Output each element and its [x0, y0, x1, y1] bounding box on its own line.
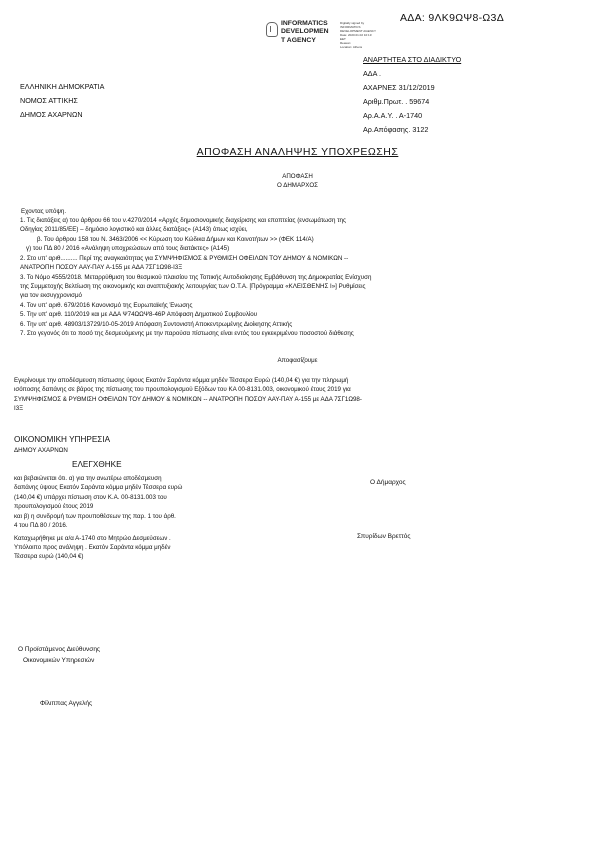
consideration-line: 7. Στο γεγονός ότι το ποσό της δεσμευόμενης με την παρούσα πίστωσης είναι εντός του εγκεκριμένου ποσοστού διάθεσης — [20, 330, 354, 338]
subtitle-mayor: Ο ΔΗΜΑΡΧΟΣ — [277, 182, 318, 190]
consideration-line: 4. Τον υπ' αριθ. 679/2016 Κανονισμό της Ευρωπαϊκής Ένωσης — [20, 301, 193, 309]
finance-line: Τέσσερα ευρώ (140,04 €) — [14, 553, 84, 561]
finance-head-role-line: Ο Προϊστάμενος Διεύθυνσης — [18, 646, 101, 653]
checked-label: ΕΛΕΓΧΘΗΚΕ — [72, 460, 122, 469]
finance-line: Υπόλοιπο προς ανάληψη . Εκατόν Σαράντα κόμμα μηδέν — [14, 543, 171, 551]
document-title: ΑΠΟΦΑΣΗ ΑΝΑΛΗΨΗΣ ΥΠΟΧΡΕΩΣΗΣ — [196, 146, 399, 158]
finance-title: ΟΙΚΟΝΟΜΙΚΗ ΥΠΗΡΕΣΙΑ — [14, 435, 111, 444]
finance-line: και βεβαιώνεται ότι. α) για την ανωτέρω αποδέσμευση — [14, 475, 162, 482]
intro-text: Εχοντας υπόψη. — [21, 208, 67, 215]
signature-detail-line: DEVELOPMENT AGENCY — [340, 29, 376, 34]
mayor-name: Σπυρίδων Βρεττός — [357, 533, 411, 540]
header-aay-number: Αρ.Α.Α.Υ. . Α-1740 — [363, 111, 423, 121]
consideration-line: γ) του ΠΔ 80 / 2016 «Ανάληψη υποχρεώσεων από τους διατάκτες» (Α145) — [26, 245, 230, 253]
finance-subtitle: ΔΗΜΟΥ ΑΧΑΡΝΩΝ — [14, 447, 68, 454]
ada-code: ΑΔΑ: 9ΛΚ9ΩΨ8-Ω3Δ — [400, 12, 505, 24]
finance-head-name: Φίλιππας Αγγελής — [40, 700, 93, 707]
header-prefecture: ΝΟΜΟΣ ΑΤΤΙΚΗΣ — [20, 96, 78, 106]
decision-line: ισόποσης δαπάνης σε βάρος της πίστωσης του προυπολογισμού Εξόδων του ΚΑ 00-8131.003, οικονομικού έτους 2019 για — [14, 386, 351, 394]
signature-details — [340, 21, 376, 49]
consideration-line: 3. Το Νόμο 4555/2018. Μεταρρύθμιση του θεσμικού πλαισίου της Τοπικής Αυτοδιοίκησης Εμβάθυνση της Δημοκρατίας Ενίσχυση — [20, 273, 372, 281]
signature-detail-line: Location: Athens — [340, 45, 363, 50]
decision-text — [14, 376, 362, 414]
header-municipality: ΔΗΜΟΣ ΑΧΑΡΝΩΝ — [20, 110, 83, 120]
header-right — [363, 53, 461, 137]
finance-head-role — [18, 644, 100, 666]
finance-line: Καταχωρήθηκε με α/α Α-1740 στο Μητρώο Δεσμεύσεων . — [14, 534, 171, 542]
agency-name-line: T AGENCY — [281, 36, 316, 44]
finance-head-role-line: Οικονομικών Υπηρεσιών — [23, 657, 95, 665]
decision-line: Εγκρίνουμε την αποδέσμευση πίστωσης ύψους Εκατόν Σαράντα κόμμα μηδέν Τέσσερα Ευρώ (140,04 €) για την πληρωμή — [14, 377, 349, 384]
signature-detail-line: EET — [340, 37, 346, 42]
header-left — [20, 80, 104, 122]
signature-detail-line: Date: 2020.01.02 10:13: — [340, 33, 373, 38]
finance-confirmation — [14, 474, 182, 562]
finance-line: προυπολογισμού έτους 2019 — [14, 503, 94, 511]
considerations-list — [20, 216, 371, 338]
decide-heading: Αποφασίζουμε — [277, 357, 318, 364]
posting-notice: ΑΝΑΡΤΗΤΕΑ ΣΤΟ ΔΙΑΔΙΚΤΥΟ — [363, 55, 462, 64]
header-republic: ΕΛΛΗΝΙΚΗ ΔΗΜΟΚΡΑΤΙΑ — [20, 82, 105, 91]
consideration-line: για τον εκσυγχρονισμό — [20, 292, 82, 300]
signature-agency-name — [281, 20, 329, 45]
subtitle-decision: ΑΠΟΦΑΣΗ — [282, 173, 313, 180]
header-decision-number: Αρ.Απόφασης. 3122 — [363, 125, 429, 135]
header-protocol-number: Αριθμ.Πρωτ. . 59674 — [363, 97, 430, 107]
header-ada-label: ΑΔΑ . — [363, 69, 381, 79]
decision-line: Ι3Ξ — [14, 405, 24, 413]
finance-line: (140,04 €) υπάρχει πίστωση στον Κ.Α. 00-8131.003 του — [14, 493, 167, 501]
signature-detail-line: INFORMATICS — [340, 25, 361, 30]
decision-line: ΣΥΜΨΗΦΙΣΜΟΣ & ΡΥΘΜΙΣΗ ΟΦΕΙΛΩΝ ΤΟΥ ΔΗΜΟΥ & ΝΟΜΙΚΩΝ -- ΑΝΑΤΡΟΠΗ ΠΟΣΟΥ ΑΑΥ-ΠΑΥ Α-155 με ΑΔΑ 7ΣΓ1Ω98- — [14, 395, 362, 403]
signature-detail-line: Digitally signed by — [340, 21, 365, 25]
signature-detail-line: Reason: — [340, 41, 352, 46]
finance-line: δαπάνης ύψους Εκατόν Σαράντα κόμμα μηδέν Τέσσερα ευρώ — [14, 484, 183, 492]
consideration-line: 2. Στο υπ' αριθ.......... Περί της αναγκαιότητας για ΣΥΜΨΗΦΙΣΜΟΣ & ΡΥΘΜΙΣΗ ΟΦΕΙΛΩΝ ΤΟΥ ΔΗΜΟΥ & ΝΟΜΙΚΩΝ -- — [20, 254, 349, 262]
consideration-line: 5. Την υπ' αριθ. 110/2019 και με ΑΔΑ Ψ74ΩΩΨ8-46Ρ Απόφαση Δημοτικού Συμβουλίου — [20, 311, 258, 319]
mayor-role: Ο Δήμαρχος — [370, 479, 406, 486]
agency-name-line: DEVELOPMEN — [281, 28, 329, 36]
header-date: ΑΧΑΡΝΕΣ 31/12/2019 — [363, 83, 435, 93]
finance-line: 4 του ΠΔ 80 / 2016. — [14, 522, 68, 530]
consideration-line: της Συμμετοχής Βελτίωση της οικονομικής και αναπτυξιακής λειτουργίας των Ο.Τ.Α. [Πρόγραμμα «ΚΛΕΙΣΘΕΝΗΣ Ι»] Ρυθμίσεις — [20, 282, 366, 290]
consideration-line: 6. Την υπ' αριθ. 48903/13729/10-05-2019 Απόφαση Συντονιστή Αποκεντρωμένης Διοίκησης Αττικής — [20, 320, 293, 328]
consideration-line: β. Του άρθρου 158 του Ν. 3463/2006 << Κύρωση του Κώδικα Δήμων και Κοινοτήτων >> (ΦΕΚ 114/Α) — [37, 235, 314, 243]
signature-seal-icon — [266, 22, 278, 37]
agency-name-line: INFORMATICS — [281, 20, 328, 27]
document-subtitle — [0, 172, 595, 191]
finance-line: και β) η συνδρομή των προυποθέσεων της παρ. 1 του άρθ. — [14, 512, 176, 520]
consideration-line: Οδηγίας 2011/85/ΕΕ) – δημόσιο λογιστικό και άλλες διατάξεις» (Α143) όπως ισχύει, — [20, 226, 248, 234]
consideration-line: 1. Τις διατάξεις α) του άρθρου 66 του ν.4270/2014 «Αρχές δημοσιονομικής διαχείρισης και εποπτείας (ενσωμάτωση της — [20, 217, 346, 224]
consideration-line: ΑΝΑΤΡΟΠΗ ΠΟΣΟΥ ΑΑΥ-ΠΑΥ Α-155 με ΑΔΑ 7ΣΓ1Ω98-Ι3Ξ — [20, 264, 183, 272]
